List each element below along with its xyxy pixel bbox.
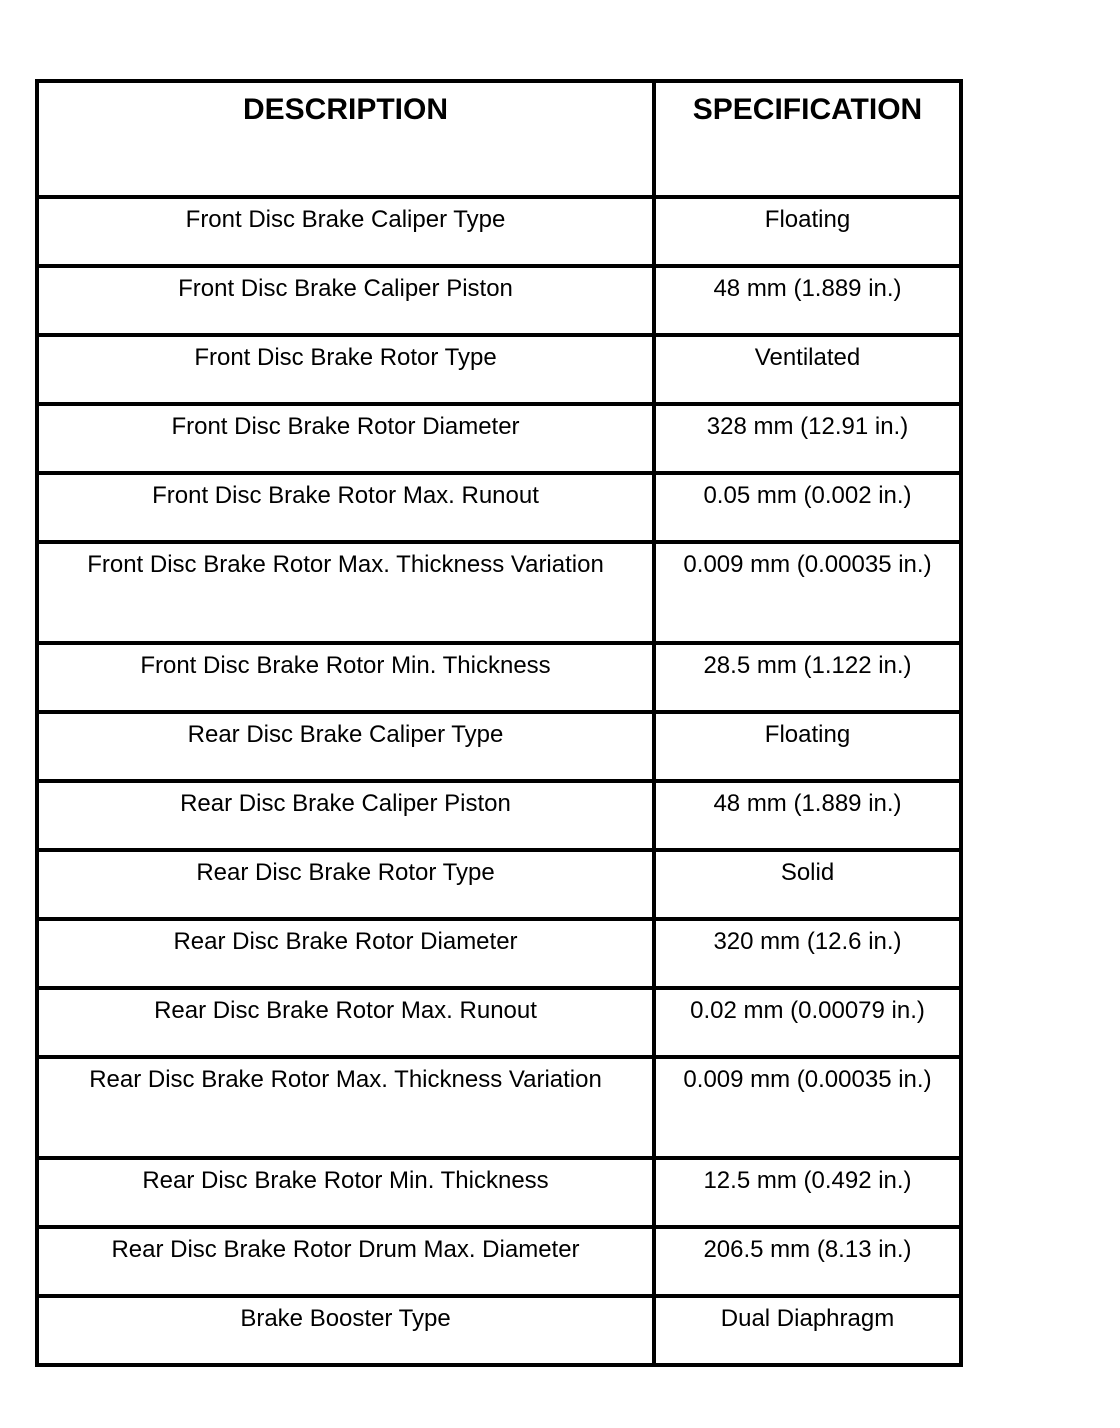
table-row bbox=[37, 1227, 961, 1296]
description-cell: Rear Disc Brake Rotor Max. Thickness Variation bbox=[37, 1057, 654, 1158]
table-row bbox=[37, 473, 961, 542]
specification-cell: Solid bbox=[654, 850, 961, 919]
description-cell: Rear Disc Brake Rotor Min. Thickness bbox=[37, 1158, 654, 1227]
table-row bbox=[37, 643, 961, 712]
table-row bbox=[37, 335, 961, 404]
table-row bbox=[37, 988, 961, 1057]
specification-cell: Ventilated bbox=[654, 335, 961, 404]
specification-cell: 328 mm (12.91 in.) bbox=[654, 404, 961, 473]
table-header-row bbox=[37, 81, 961, 197]
specification-cell: Floating bbox=[654, 712, 961, 781]
specification-cell: Dual Diaphragm bbox=[654, 1296, 961, 1365]
table-row bbox=[37, 404, 961, 473]
description-cell: Front Disc Brake Rotor Type bbox=[37, 335, 654, 404]
table-row bbox=[37, 781, 961, 850]
description-cell: Rear Disc Brake Rotor Max. Runout bbox=[37, 988, 654, 1057]
specification-cell: 0.05 mm (0.002 in.) bbox=[654, 473, 961, 542]
specification-cell: 48 mm (1.889 in.) bbox=[654, 266, 961, 335]
description-cell: Front Disc Brake Rotor Diameter bbox=[37, 404, 654, 473]
description-cell: Rear Disc Brake Rotor Diameter bbox=[37, 919, 654, 988]
specification-cell: 320 mm (12.6 in.) bbox=[654, 919, 961, 988]
specification-column-header: SPECIFICATION bbox=[654, 81, 961, 197]
brake-specification-table bbox=[35, 79, 963, 1367]
specification-cell: 0.02 mm (0.00079 in.) bbox=[654, 988, 961, 1057]
description-cell: Front Disc Brake Rotor Min. Thickness bbox=[37, 643, 654, 712]
description-cell: Rear Disc Brake Rotor Type bbox=[37, 850, 654, 919]
description-column-header: DESCRIPTION bbox=[37, 81, 654, 197]
table-row bbox=[37, 266, 961, 335]
table-row bbox=[37, 197, 961, 266]
table-row bbox=[37, 1296, 961, 1365]
specification-cell: 48 mm (1.889 in.) bbox=[654, 781, 961, 850]
specification-cell: 206.5 mm (8.13 in.) bbox=[654, 1227, 961, 1296]
table-row bbox=[37, 850, 961, 919]
description-cell: Front Disc Brake Rotor Max. Runout bbox=[37, 473, 654, 542]
description-cell: Front Disc Brake Caliper Type bbox=[37, 197, 654, 266]
table-row bbox=[37, 1057, 961, 1158]
specification-cell: 0.009 mm (0.00035 in.) bbox=[654, 542, 961, 643]
specification-cell: 12.5 mm (0.492 in.) bbox=[654, 1158, 961, 1227]
description-cell: Rear Disc Brake Rotor Drum Max. Diameter bbox=[37, 1227, 654, 1296]
table-row bbox=[37, 1158, 961, 1227]
specification-cell: 28.5 mm (1.122 in.) bbox=[654, 643, 961, 712]
specification-cell: 0.009 mm (0.00035 in.) bbox=[654, 1057, 961, 1158]
description-cell: Front Disc Brake Rotor Max. Thickness Variation bbox=[37, 542, 654, 643]
table-row bbox=[37, 542, 961, 643]
description-cell: Front Disc Brake Caliper Piston bbox=[37, 266, 654, 335]
specification-cell: Floating bbox=[654, 197, 961, 266]
description-cell: Rear Disc Brake Caliper Piston bbox=[37, 781, 654, 850]
table-row bbox=[37, 712, 961, 781]
table-row bbox=[37, 919, 961, 988]
description-cell: Rear Disc Brake Caliper Type bbox=[37, 712, 654, 781]
description-cell: Brake Booster Type bbox=[37, 1296, 654, 1365]
